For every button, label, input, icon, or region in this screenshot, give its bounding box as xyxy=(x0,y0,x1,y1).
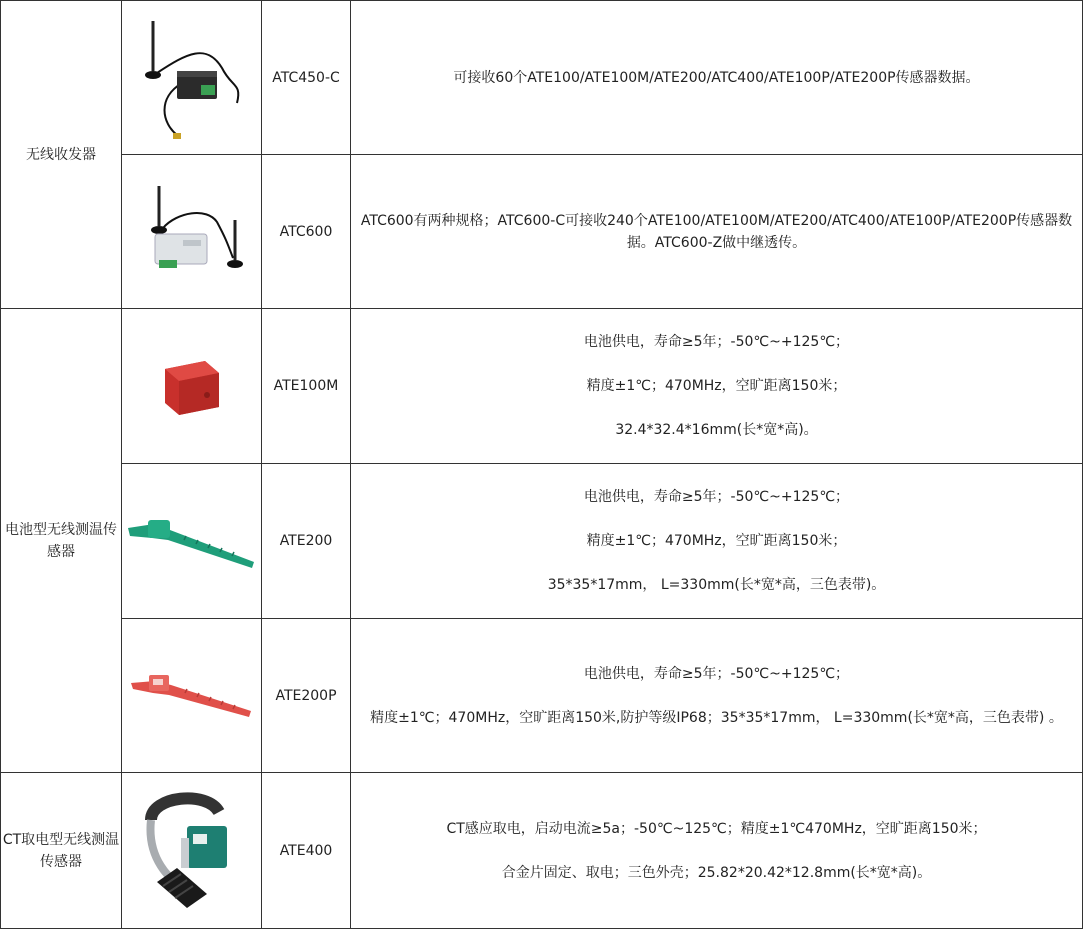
ate400-product-image xyxy=(137,786,247,916)
model-cell xyxy=(262,773,351,929)
table-row xyxy=(1,309,1083,464)
product-image-cell xyxy=(122,464,262,619)
ate200p-product-image xyxy=(127,661,257,731)
model-cell xyxy=(262,155,351,309)
product-image-cell xyxy=(122,155,262,309)
product-image-cell xyxy=(122,309,262,464)
description-line: 32.4*32.4*16mm(长*宽*高)。 xyxy=(615,422,818,438)
description-line: 35*35*17mm， L=330mm(长*宽*高，三色表带)。 xyxy=(547,577,886,593)
model-cell xyxy=(262,309,351,464)
description-cell xyxy=(351,309,1083,464)
model-name: ATC450-C xyxy=(272,69,340,86)
ate200-product-image xyxy=(124,506,260,576)
category-cell xyxy=(1,309,122,773)
model-cell xyxy=(262,464,351,619)
description-line: 精度±1℃；470MHz，空旷距离150米； xyxy=(586,378,847,394)
description-line: 电池供电，寿命≥5年；-50℃~+125℃； xyxy=(583,489,850,505)
category-label: CT取电型无线测温传感器 xyxy=(2,831,120,870)
description-cell xyxy=(351,773,1083,929)
model-name: ATE200 xyxy=(279,533,333,549)
description-line: 电池供电，寿命≥5年；-50℃~+125℃； xyxy=(583,334,850,350)
description-line: CT感应取电，启动电流≥5a；-50℃~125℃；精度±1℃470MHz，空旷距离150米； xyxy=(446,820,987,837)
product-image-cell xyxy=(122,619,262,773)
table-row xyxy=(1,1,1083,155)
table-row xyxy=(1,773,1083,929)
category-cell xyxy=(1,773,122,929)
description-line: 合金片固定、取电；三色外壳；25.82*20.42*12.8mm(长*宽*高)。 xyxy=(501,864,932,881)
description-line: ATC600有两种规格；ATC600-C可接收240个ATE100/ATE100M/ATE200/ATC400/ATE100P/ATE200P传感器数据。ATC600-Z做中继透传。 xyxy=(360,212,1073,251)
model-name: ATE400 xyxy=(279,842,333,859)
category-label: 电池型无线测温传感器 xyxy=(5,521,117,560)
description-cell xyxy=(351,619,1083,773)
description-cell xyxy=(351,1,1083,155)
model-name: ATC600 xyxy=(279,223,333,240)
table-row xyxy=(1,155,1083,309)
atc600-product-image xyxy=(137,182,247,282)
description-line: 精度±1℃；470MHz，空旷距离150米,防护等级IP68；35*35*17mm， L=330mm(长*宽*高，三色表带) 。 xyxy=(370,709,1063,726)
model-name: ATE200P xyxy=(275,687,337,704)
product-image-cell xyxy=(122,1,262,155)
product-image-cell xyxy=(122,773,262,929)
description-line: 可接收60个ATE100/ATE100M/ATE200/ATC400/ATE100P/ATE200P传感器数据。 xyxy=(453,69,980,86)
model-name: ATE100M xyxy=(273,378,339,394)
table-row xyxy=(1,464,1083,619)
model-cell xyxy=(262,1,351,155)
category-label: 无线收发器 xyxy=(26,146,96,163)
table-row xyxy=(1,619,1083,773)
description-line: 电池供电，寿命≥5年；-50℃~+125℃； xyxy=(583,665,850,682)
model-cell xyxy=(262,619,351,773)
description-cell xyxy=(351,155,1083,309)
category-cell xyxy=(1,1,122,309)
description-cell xyxy=(351,464,1083,619)
description-line: 精度±1℃；470MHz，空旷距离150米； xyxy=(586,533,847,549)
atc450c-product-image xyxy=(137,13,247,143)
ate100m-product-image xyxy=(157,351,227,421)
